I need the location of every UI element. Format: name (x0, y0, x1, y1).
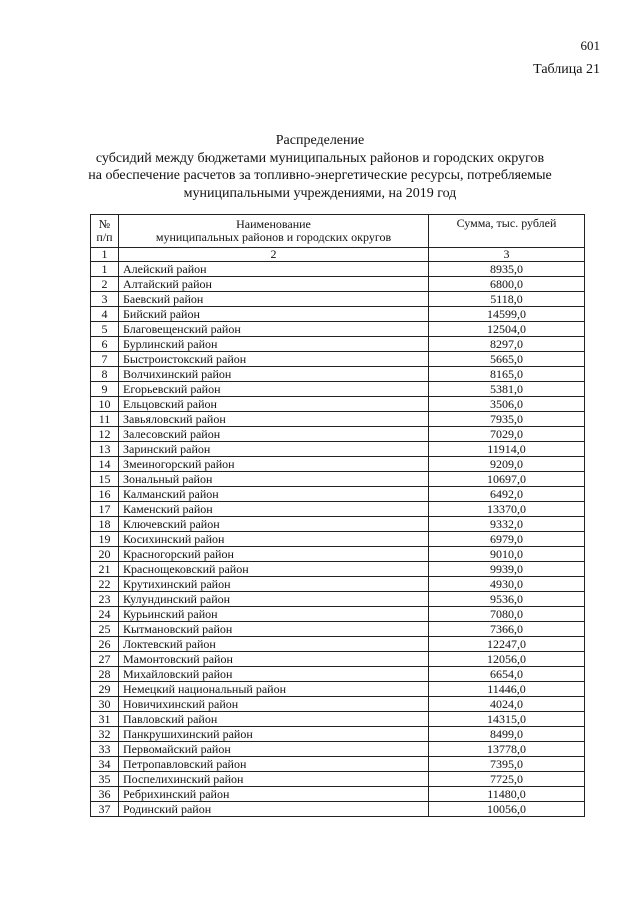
row-number-cell: 17 (91, 502, 119, 517)
row-number-cell: 11 (91, 412, 119, 427)
district-name-cell: Змеиногорский район (119, 457, 429, 472)
column-index-cell: 2 (119, 248, 429, 262)
district-name-cell: Волчихинский район (119, 367, 429, 382)
column-header-number-line1: № (98, 217, 111, 231)
subsidy-sum-cell: 10697,0 (429, 472, 585, 487)
table-row (91, 667, 585, 682)
subsidy-sum-cell: 4024,0 (429, 697, 585, 712)
district-name-cell: Первомайский район (119, 742, 429, 757)
row-number-cell: 5 (91, 322, 119, 337)
subsidy-sum-cell: 8297,0 (429, 337, 585, 352)
row-number-cell: 14 (91, 457, 119, 472)
table-row (91, 622, 585, 637)
table-row (91, 427, 585, 442)
row-number-cell: 31 (91, 712, 119, 727)
subsidy-sum-cell: 12504,0 (429, 322, 585, 337)
district-name-cell: Зональный район (119, 472, 429, 487)
row-number-cell: 24 (91, 607, 119, 622)
district-name-cell: Алтайский район (119, 277, 429, 292)
table-row (91, 517, 585, 532)
subsidy-sum-cell: 12056,0 (429, 652, 585, 667)
row-number-cell: 7 (91, 352, 119, 367)
district-name-cell: Кытмановский район (119, 622, 429, 637)
subsidy-sum-cell: 13778,0 (429, 742, 585, 757)
district-name-cell: Курьинский район (119, 607, 429, 622)
table-row (91, 787, 585, 802)
district-name-cell: Благовещенский район (119, 322, 429, 337)
table-row (91, 292, 585, 307)
heading-line: субсидий между бюджетами муниципальных районов и городских округов (95, 150, 545, 166)
table-row (91, 742, 585, 757)
district-name-cell: Родинский район (119, 802, 429, 817)
row-number-cell: 28 (91, 667, 119, 682)
district-name-cell: Мамонтовский район (119, 652, 429, 667)
district-name-cell: Краснощековский район (119, 562, 429, 577)
subsidy-sum-cell: 9939,0 (429, 562, 585, 577)
district-name-cell: Красногорский район (119, 547, 429, 562)
subsidy-sum-cell: 3506,0 (429, 397, 585, 412)
page-number: 601 (580, 38, 600, 53)
table-row (91, 532, 585, 547)
district-name-cell: Быстроистокский район (119, 352, 429, 367)
subsidy-sum-cell: 14315,0 (429, 712, 585, 727)
column-index-cell: 3 (429, 248, 585, 262)
district-name-cell: Егорьевский район (119, 382, 429, 397)
subsidy-sum-cell: 6800,0 (429, 277, 585, 292)
district-name-cell: Алейский район (119, 262, 429, 277)
row-number-cell: 23 (91, 592, 119, 607)
column-header-name (119, 215, 429, 248)
row-number-cell: 19 (91, 532, 119, 547)
district-name-cell: Завьяловский район (119, 412, 429, 427)
table-row (91, 652, 585, 667)
row-number-cell: 20 (91, 547, 119, 562)
column-header-sum: Сумма, тыс. рублей (429, 215, 585, 248)
subsidy-sum-cell: 9332,0 (429, 517, 585, 532)
table-row (91, 277, 585, 292)
table-row (91, 637, 585, 652)
row-number-cell: 29 (91, 682, 119, 697)
subsidy-sum-cell: 9010,0 (429, 547, 585, 562)
row-number-cell: 32 (91, 727, 119, 742)
table-row (91, 487, 585, 502)
district-name-cell: Немецкий национальный район (119, 682, 429, 697)
column-index-row (91, 248, 585, 262)
table-row (91, 382, 585, 397)
district-name-cell: Ребрихинский район (119, 787, 429, 802)
district-name-cell: Залесовский район (119, 427, 429, 442)
table-row (91, 322, 585, 337)
row-number-cell: 34 (91, 757, 119, 772)
district-name-cell: Бурлинский район (119, 337, 429, 352)
column-header-number (91, 215, 119, 248)
district-name-cell: Поспелихинский район (119, 772, 429, 787)
subsidy-sum-cell: 9536,0 (429, 592, 585, 607)
subsidy-sum-cell: 7725,0 (429, 772, 585, 787)
subsidy-sum-cell: 5381,0 (429, 382, 585, 397)
subsidy-sum-cell: 7935,0 (429, 412, 585, 427)
table-row (91, 607, 585, 622)
row-number-cell: 4 (91, 307, 119, 322)
district-name-cell: Ключевский район (119, 517, 429, 532)
district-name-cell: Новичихинский район (119, 697, 429, 712)
row-number-cell: 25 (91, 622, 119, 637)
district-name-cell: Кулундинский район (119, 592, 429, 607)
subsidy-sum-cell: 7080,0 (429, 607, 585, 622)
row-number-cell: 30 (91, 697, 119, 712)
subsidy-sum-cell: 12247,0 (429, 637, 585, 652)
table-row (91, 397, 585, 412)
table-row (91, 802, 585, 817)
table-row (91, 682, 585, 697)
subsidy-sum-cell: 13370,0 (429, 502, 585, 517)
subsidy-sum-cell: 7029,0 (429, 427, 585, 442)
row-number-cell: 13 (91, 442, 119, 457)
subsidy-sum-cell: 6654,0 (429, 667, 585, 682)
table-row (91, 712, 585, 727)
subsidy-sum-cell: 8499,0 (429, 727, 585, 742)
table-row (91, 457, 585, 472)
subsidy-sum-cell: 11914,0 (429, 442, 585, 457)
table-row (91, 697, 585, 712)
row-number-cell: 9 (91, 382, 119, 397)
table-row (91, 367, 585, 382)
district-name-cell: Каменский район (119, 502, 429, 517)
subsidy-sum-cell: 8935,0 (429, 262, 585, 277)
row-number-cell: 10 (91, 397, 119, 412)
row-number-cell: 1 (91, 262, 119, 277)
district-name-cell: Косихинский район (119, 532, 429, 547)
subsidy-sum-cell: 6979,0 (429, 532, 585, 547)
district-name-cell: Ельцовский район (119, 397, 429, 412)
subsidy-sum-cell: 5118,0 (429, 292, 585, 307)
subsidy-sum-cell: 14599,0 (429, 307, 585, 322)
subsidy-sum-cell: 10056,0 (429, 802, 585, 817)
table-header (91, 215, 585, 262)
table-row (91, 592, 585, 607)
subsidy-table (90, 214, 585, 817)
district-name-cell: Михайловский район (119, 667, 429, 682)
row-number-cell: 12 (91, 427, 119, 442)
district-name-cell: Локтевский район (119, 637, 429, 652)
row-number-cell: 33 (91, 742, 119, 757)
column-header-name-line1: Наименование (236, 217, 311, 231)
subsidy-sum-cell: 7366,0 (429, 622, 585, 637)
table-row (91, 442, 585, 457)
district-name-cell: Баевский район (119, 292, 429, 307)
heading-line: муниципальными учреждениями, на 2019 год (183, 185, 457, 201)
heading-line: Распределение (275, 133, 365, 148)
table-row (91, 757, 585, 772)
subsidy-sum-cell: 6492,0 (429, 487, 585, 502)
district-name-cell: Заринский район (119, 442, 429, 457)
table-body (91, 262, 585, 817)
table-row (91, 727, 585, 742)
subsidy-sum-cell: 8165,0 (429, 367, 585, 382)
table-row (91, 337, 585, 352)
table-row (91, 472, 585, 487)
district-name-cell: Калманский район (119, 487, 429, 502)
table-row (91, 577, 585, 592)
heading-line: на обеспечение расчетов за топливно-энергетические ресурсы, потребляемые (88, 168, 552, 183)
district-name-cell: Панкрушихинский район (119, 727, 429, 742)
row-number-cell: 26 (91, 637, 119, 652)
row-number-cell: 16 (91, 487, 119, 502)
row-number-cell: 6 (91, 337, 119, 352)
district-name-cell: Петропавловский район (119, 757, 429, 772)
table-row (91, 502, 585, 517)
table-header-row (91, 215, 585, 248)
row-number-cell: 2 (91, 277, 119, 292)
subsidy-sum-cell: 11446,0 (429, 682, 585, 697)
row-number-cell: 37 (91, 802, 119, 817)
subsidy-sum-cell: 4930,0 (429, 577, 585, 592)
table-label: Таблица 21 (533, 62, 600, 77)
district-name-cell: Павловский район (119, 712, 429, 727)
row-number-cell: 3 (91, 292, 119, 307)
table-row (91, 352, 585, 367)
table-row (91, 307, 585, 322)
row-number-cell: 21 (91, 562, 119, 577)
district-name-cell: Крутихинский район (119, 577, 429, 592)
table-row (91, 772, 585, 787)
row-number-cell: 22 (91, 577, 119, 592)
row-number-cell: 8 (91, 367, 119, 382)
column-header-name-line2: муниципальных районов и городских округов (155, 230, 392, 244)
table-row (91, 562, 585, 577)
row-number-cell: 27 (91, 652, 119, 667)
column-header-number-line2: п/п (96, 230, 113, 244)
row-number-cell: 15 (91, 472, 119, 487)
row-number-cell: 35 (91, 772, 119, 787)
subsidy-sum-cell: 5665,0 (429, 352, 585, 367)
subsidy-sum-cell: 9209,0 (429, 457, 585, 472)
table-row (91, 262, 585, 277)
row-number-cell: 18 (91, 517, 119, 532)
table-row (91, 412, 585, 427)
district-name-cell: Бийский район (119, 307, 429, 322)
subsidy-sum-cell: 11480,0 (429, 787, 585, 802)
column-index-cell: 1 (91, 248, 119, 262)
table-row (91, 547, 585, 562)
row-number-cell: 36 (91, 787, 119, 802)
document-heading (60, 132, 580, 202)
subsidy-sum-cell: 7395,0 (429, 757, 585, 772)
